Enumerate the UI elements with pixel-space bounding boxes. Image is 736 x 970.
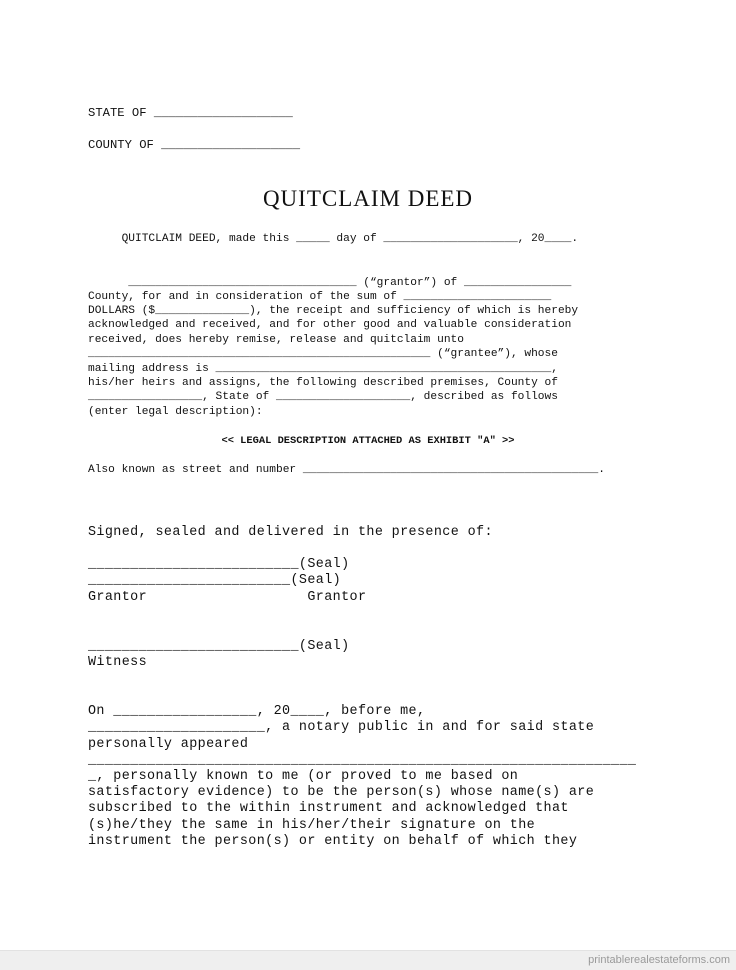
body-line: (enter legal description): — [88, 406, 263, 418]
body-line: his/her heirs and assigns, the following described premises, County of — [88, 377, 558, 389]
notary-line: personally appeared — [88, 737, 249, 752]
body-line: _________________, State of ____________________, described as follows — [88, 391, 558, 403]
watermark-text: printablerealestateforms.com — [588, 954, 730, 966]
notary-line: On _________________, 20____, before me, — [88, 704, 426, 719]
notary-line: satisfactory evidence) to be the person(s) whose name(s) are — [88, 785, 595, 800]
notary-line: (s)he/they the same in his/her/their signature on the — [88, 818, 536, 833]
notary-line: subscribed to the within instrument and acknowledged that — [88, 801, 569, 816]
body-line: acknowledged and received, and for other good and valuable consideration — [88, 319, 572, 331]
grantor-signature-line-1: _________________________(Seal) — [88, 557, 350, 572]
body-line: ___________________________________________________ (“grantee”), whose — [88, 348, 558, 360]
deed-made-line: QUITCLAIM DEED, made this _____ day of ____________________, 20____. — [88, 233, 579, 245]
exhibit-a-notice: << LEGAL DESCRIPTION ATTACHED AS EXHIBIT "A" >> — [221, 435, 515, 447]
notary-line: _, personally known to me (or proved to me based on — [88, 769, 519, 784]
also-known-as-line: Also known as street and number ____________________________________________. — [88, 464, 605, 476]
notary-line: _____________________, a notary public in and for said state — [88, 720, 595, 735]
county-of-line: COUNTY OF ___________________ — [88, 138, 301, 152]
body-line: __________________________________ (“grantor”) of ________________ — [88, 277, 572, 289]
body-line: DOLLARS ($______________), the receipt and sufficiency of which is hereby — [88, 305, 579, 317]
body-line: received, does hereby remise, release and quitclaim unto — [88, 334, 464, 346]
footer-bar — [0, 950, 736, 970]
document-title: QUITCLAIM DEED — [262, 186, 474, 211]
witness-label: Witness — [88, 655, 148, 670]
body-line: County, for and in consideration of the sum of ______________________ — [88, 291, 552, 303]
state-of-line: STATE OF ___________________ — [88, 106, 293, 120]
notary-line: _________________________________________________________________ — [88, 753, 637, 768]
signed-sealed-line: Signed, sealed and delivered in the presence of: — [88, 525, 493, 540]
grantor-labels: Grantor Grantor — [88, 590, 367, 605]
grantor-signature-line-2: ________________________(Seal) — [88, 573, 342, 588]
notary-line: instrument the person(s) or entity on behalf of which they — [88, 834, 578, 849]
witness-signature-line: _________________________(Seal) — [88, 639, 350, 654]
body-line: mailing address is __________________________________________________, — [88, 363, 558, 375]
